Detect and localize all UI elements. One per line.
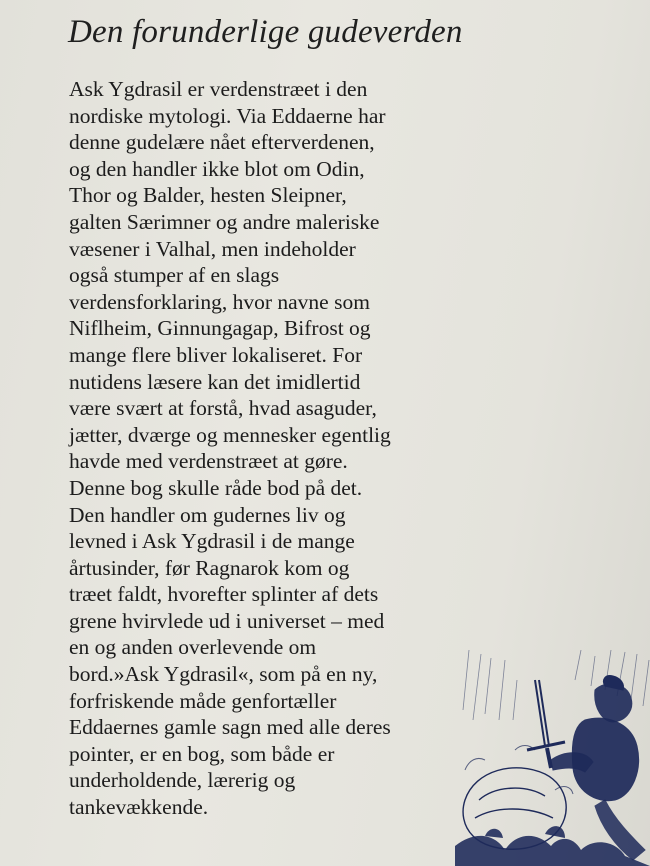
text-line: Thor og Balder, hesten Sleipner, <box>69 183 347 208</box>
text-line: levned i Ask Ygdrasil i de mange <box>69 529 355 554</box>
text-line: denne gudelære nået efterverdenen, <box>69 130 375 155</box>
text-line: nutidens læsere kan det imidlertid <box>69 369 361 394</box>
text-line: Ask Ygdrasil er verdenstræet i den <box>69 77 368 101</box>
text-line: årtusinder, før Ragnarok kom og <box>69 555 350 580</box>
text-line: tankevækkende. <box>69 795 209 820</box>
text-line: havde med verdenstræet at gøre. <box>69 449 348 474</box>
text-line: og den handler ikke blot om Odin, <box>69 156 365 181</box>
text-line: forfriskende måde genfortæller <box>69 688 337 713</box>
text-line: Denne bog skulle råde bod på det. <box>69 475 363 500</box>
text-line: verdensforklaring, hvor navne som <box>69 289 370 314</box>
text-line: være svært at forstå, hvad asaguder, <box>69 396 377 421</box>
text-line: pointer, er en bog, som både er <box>69 741 335 766</box>
text-line: jætter, dværge og mennesker egentlig <box>69 422 391 447</box>
text-line: træet faldt, hvorefter splinter af dets <box>69 582 379 607</box>
text-line: Eddaernes gamle sagn med alle deres <box>69 715 391 740</box>
text-line: også stumper af en slags <box>69 263 280 288</box>
text-line: Den handler om gudernes liv og <box>69 502 346 527</box>
text-line: væsener i Valhal, men indeholder <box>69 236 356 261</box>
text-line: bord.»Ask Ygdrasil«, som på en ny, <box>69 662 378 687</box>
text-line: Niflheim, Ginnungagap, Bifrost og <box>69 316 371 341</box>
text-line: en og anden overlevende om <box>69 635 317 660</box>
text-line: galten Særimner og andre maleriske <box>69 209 380 234</box>
text-line: grene hvirvlede ud i universet – med <box>69 608 385 633</box>
text-line: mange flere bliver lokaliseret. For <box>69 342 363 367</box>
blurb-text <box>69 76 391 821</box>
warrior-with-sword-ink-drawing-icon <box>455 650 650 866</box>
text-line: underholdende, lærerig og <box>69 768 296 793</box>
page-title: Den forunderlige gudeverden <box>68 14 463 50</box>
text-line: nordiske mytologi. Via Eddaerne har <box>69 103 386 128</box>
